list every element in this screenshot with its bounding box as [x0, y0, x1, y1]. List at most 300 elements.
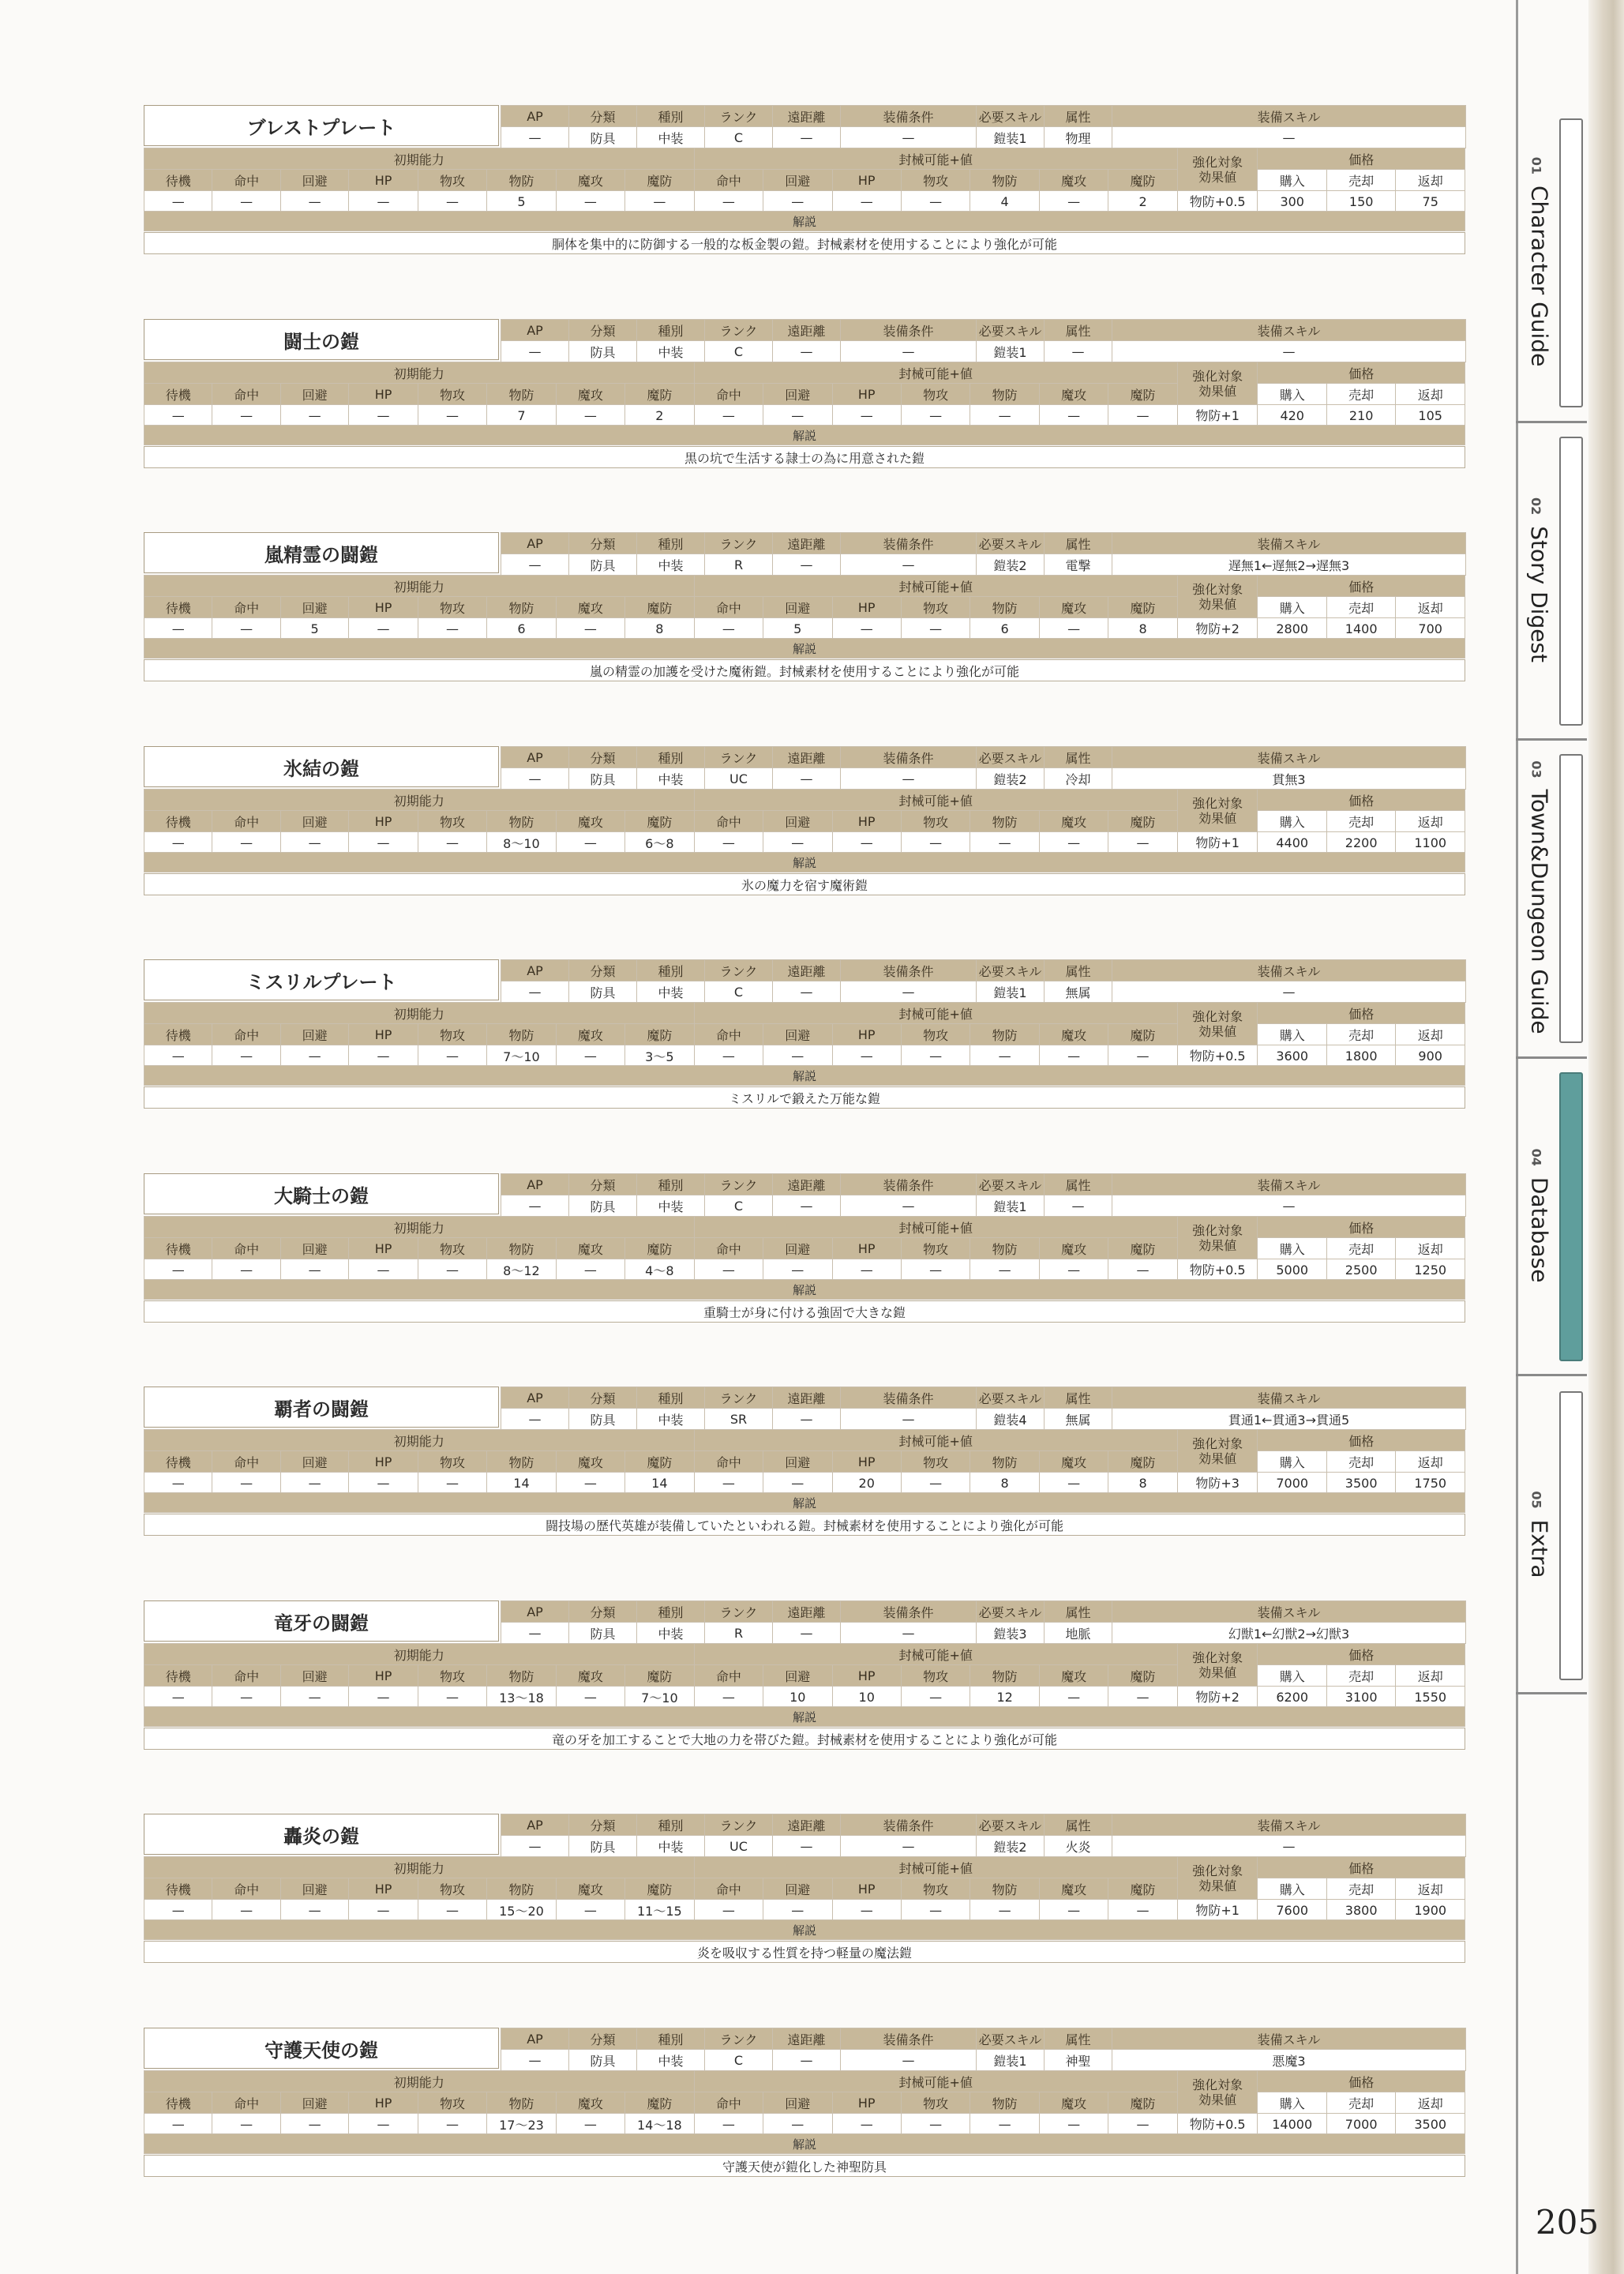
info-header: AP: [501, 1387, 569, 1409]
seal-stat-value: —: [763, 405, 832, 426]
info-header: 装備条件: [841, 533, 977, 554]
seal-stat-header: 物攻: [901, 597, 970, 618]
initial-stat-value: —: [280, 1473, 348, 1494]
info-value: 中装: [637, 2050, 705, 2071]
stat-header: 待機: [144, 2092, 212, 2114]
stat-header: 魔攻: [556, 811, 624, 832]
stat-header: 魔防: [625, 1665, 694, 1687]
info-value: —: [773, 1195, 841, 1217]
page-number: 205: [1535, 2203, 1600, 2242]
tab-town-dungeon-guide[interactable]: [1559, 754, 1583, 1043]
item-description: 炎を吸収する性質を持つ軽量の魔法鎧: [144, 1941, 1465, 1963]
info-value: —: [773, 1836, 841, 1857]
seal-stat-value: —: [970, 2114, 1039, 2135]
stat-header: 魔防: [625, 1024, 694, 1045]
seal-stat-header: 魔攻: [1039, 597, 1108, 618]
seal-stat-header: 物攻: [901, 811, 970, 832]
info-header: 属性: [1045, 2028, 1112, 2050]
info-header: 属性: [1045, 1174, 1112, 1195]
initial-stat-value: —: [212, 1687, 280, 1708]
info-value: 冷却: [1045, 768, 1112, 790]
enhance-target-header: 強化対象 効果値: [1177, 790, 1258, 832]
seal-stat-value: —: [832, 1045, 901, 1067]
seal-stat-value: —: [763, 832, 832, 854]
stat-header: 魔防: [625, 2092, 694, 2114]
info-header: 装備スキル: [1112, 960, 1466, 981]
enhance-value: 物防+0.5: [1177, 191, 1258, 212]
info-header: 属性: [1045, 1814, 1112, 1836]
info-header: 必要スキル: [977, 1601, 1045, 1623]
description-header: 解説: [144, 1065, 1465, 1086]
seal-stat-header: 魔防: [1108, 1451, 1177, 1473]
initial-stat-value: 7～10: [487, 1045, 556, 1067]
initial-stat-value: —: [349, 1687, 418, 1708]
enhance-value: 物防+0.5: [1177, 2114, 1258, 2135]
seal-stat-header: 物攻: [901, 1024, 970, 1045]
seal-stat-header: HP: [832, 811, 901, 832]
price-col-header: 売却: [1326, 597, 1395, 618]
initial-stat-value: —: [349, 618, 418, 640]
info-value: 貫無3: [1112, 768, 1466, 790]
seal-stat-header: HP: [832, 1238, 901, 1259]
seal-stat-value: —: [901, 2114, 970, 2135]
initial-stat-value: —: [280, 2114, 348, 2135]
info-value: C: [705, 2050, 773, 2071]
info-value: 中装: [637, 1409, 705, 1430]
initial-stat-value: —: [418, 405, 486, 426]
initial-stat-value: —: [556, 405, 624, 426]
initial-stat-value: —: [349, 832, 418, 854]
item-name: 大騎士の鎧: [144, 1173, 499, 1214]
price-value: 7000: [1258, 1473, 1326, 1494]
description-header: 解説: [144, 211, 1465, 231]
tab-extra-label: 05Extra: [1526, 1490, 1553, 1578]
seal-stat-value: —: [901, 1473, 970, 1494]
seal-stat-value: —: [763, 2114, 832, 2135]
seal-stat-header: HP: [832, 1451, 901, 1473]
initial-stat-value: 14～18: [625, 2114, 694, 2135]
info-header: 装備条件: [841, 1387, 977, 1409]
seal-stat-value: 10: [832, 1687, 901, 1708]
info-value: UC: [705, 768, 773, 790]
initial-stat-value: 17～23: [487, 2114, 556, 2135]
info-value: R: [705, 554, 773, 576]
seal-stat-value: —: [1039, 1687, 1108, 1708]
info-header: 遠距離: [773, 1387, 841, 1409]
seal-stat-header: 命中: [694, 170, 763, 191]
seal-stat-header: 回避: [763, 1238, 832, 1259]
seal-stat-header: 魔攻: [1039, 1878, 1108, 1900]
seal-stat-value: —: [1108, 1259, 1177, 1281]
stat-header: 物攻: [418, 170, 486, 191]
info-header: AP: [501, 1814, 569, 1836]
info-value: —: [501, 1409, 569, 1430]
item-name: 嵐精霊の闘鎧: [144, 532, 499, 573]
seal-stat-header: 物攻: [901, 1878, 970, 1900]
info-header: 遠距離: [773, 106, 841, 127]
price-col-header: 購入: [1258, 1024, 1326, 1045]
stat-header: 物防: [487, 170, 556, 191]
seal-stat-value: 10: [763, 1687, 832, 1708]
seal-stat-header: 魔攻: [1039, 1451, 1108, 1473]
seal-stats-header: 封械可能+値: [694, 2071, 1177, 2092]
stat-header: 命中: [212, 1878, 280, 1900]
price-header: 価格: [1258, 790, 1465, 811]
item-description: 黒の坑で生活する隷士の為に用意された鎧: [144, 446, 1465, 468]
initial-stat-value: —: [144, 1045, 212, 1067]
price-col-header: 購入: [1258, 2092, 1326, 2114]
tab-character-guide-label: 01Character Guide: [1526, 156, 1553, 366]
price-col-header: 売却: [1326, 384, 1395, 405]
price-value: 3800: [1326, 1900, 1395, 1921]
info-value: 鎧装1: [977, 2050, 1045, 2071]
stat-header: 物防: [487, 1451, 556, 1473]
info-value: 防具: [569, 1409, 637, 1430]
info-value: —: [501, 554, 569, 576]
seal-stat-header: 回避: [763, 1024, 832, 1045]
info-value: —: [841, 1623, 977, 1644]
stat-header: 命中: [212, 597, 280, 618]
item-info-table: [501, 1387, 1466, 1430]
item-stats-table: [144, 1002, 1465, 1067]
seal-stat-header: 魔防: [1108, 1238, 1177, 1259]
seal-stat-header: 回避: [763, 170, 832, 191]
info-value: 鎧装1: [977, 127, 1045, 148]
seal-stat-header: 魔防: [1108, 1878, 1177, 1900]
info-value: —: [773, 1409, 841, 1430]
seal-stat-value: —: [763, 1900, 832, 1921]
seal-stat-header: HP: [832, 597, 901, 618]
initial-stats-header: 初期能力: [144, 1430, 695, 1451]
initial-stat-value: 14: [487, 1473, 556, 1494]
seal-stat-header: 命中: [694, 811, 763, 832]
stat-header: 物防: [487, 1024, 556, 1045]
info-value: 防具: [569, 768, 637, 790]
initial-stat-value: —: [144, 832, 212, 854]
info-header: 必要スキル: [977, 747, 1045, 768]
seal-stat-header: 物攻: [901, 170, 970, 191]
info-header: 装備条件: [841, 1814, 977, 1836]
info-value: 遅無1←遅無2→遅無3: [1112, 554, 1466, 576]
stat-header: 物防: [487, 1238, 556, 1259]
initial-stat-value: —: [280, 405, 348, 426]
initial-stats-header: 初期能力: [144, 790, 695, 811]
info-header: ランク: [705, 1814, 773, 1836]
info-value: 防具: [569, 127, 637, 148]
stat-header: 命中: [212, 170, 280, 191]
info-header: 分類: [569, 960, 637, 981]
initial-stat-value: —: [144, 618, 212, 640]
info-value: —: [501, 1623, 569, 1644]
price-value: 105: [1396, 405, 1465, 426]
info-header: 種別: [637, 2028, 705, 2050]
seal-stat-header: 物防: [970, 1238, 1039, 1259]
price-value: 700: [1396, 618, 1465, 640]
item-stats-table: [144, 1643, 1465, 1708]
seal-stat-value: —: [694, 2114, 763, 2135]
tab-divider: [1516, 738, 1587, 741]
seal-stats-header: 封械可能+値: [694, 1217, 1177, 1238]
info-value: 鎧装2: [977, 768, 1045, 790]
price-header: 価格: [1258, 362, 1465, 384]
info-header: 遠距離: [773, 2028, 841, 2050]
seal-stat-value: —: [1039, 191, 1108, 212]
info-value: —: [1045, 341, 1112, 362]
description-header: 解説: [144, 638, 1465, 659]
info-header: 属性: [1045, 1387, 1112, 1409]
item-description: ミスリルで鍛えた万能な鎧: [144, 1086, 1465, 1109]
initial-stat-value: —: [418, 1259, 486, 1281]
stat-header: HP: [349, 1665, 418, 1687]
initial-stat-value: —: [212, 191, 280, 212]
initial-stat-value: —: [212, 832, 280, 854]
info-header: 装備条件: [841, 2028, 977, 2050]
info-header: 属性: [1045, 1601, 1112, 1623]
tab-database[interactable]: [1559, 1072, 1583, 1361]
price-col-header: 返却: [1396, 384, 1465, 405]
enhance-value: 物防+2: [1177, 618, 1258, 640]
price-value: 14000: [1258, 2114, 1326, 2135]
info-header: AP: [501, 960, 569, 981]
tab-divider: [1516, 421, 1587, 423]
item-info-table: [501, 105, 1466, 148]
info-header: 種別: [637, 320, 705, 341]
seal-stat-header: 命中: [694, 597, 763, 618]
info-header: ランク: [705, 1601, 773, 1623]
info-value: —: [773, 127, 841, 148]
seal-stat-value: —: [763, 1045, 832, 1067]
info-header: 装備スキル: [1112, 747, 1466, 768]
initial-stat-value: —: [280, 191, 348, 212]
stat-header: 回避: [280, 2092, 348, 2114]
stat-header: 回避: [280, 597, 348, 618]
price-value: 3500: [1326, 1473, 1395, 1494]
item-description: 闘技場の歴代英雄が装備していたといわれる鎧。封械素材を使用することにより強化が可能: [144, 1514, 1465, 1536]
item-description: 嵐の精霊の加護を受けた魔術鎧。封械素材を使用することにより強化が可能: [144, 659, 1465, 681]
item-description: 胴体を集中的に防御する一般的な板金製の鎧。封械素材を使用することにより強化が可能: [144, 232, 1465, 254]
stat-header: 物攻: [418, 1878, 486, 1900]
info-value: —: [501, 1195, 569, 1217]
stat-header: 回避: [280, 1878, 348, 1900]
tab-extra[interactable]: [1559, 1391, 1583, 1680]
price-col-header: 購入: [1258, 597, 1326, 618]
price-col-header: 購入: [1258, 1878, 1326, 1900]
seal-stat-value: —: [901, 832, 970, 854]
seal-stat-value: —: [763, 191, 832, 212]
price-header: 価格: [1258, 1644, 1465, 1665]
seal-stat-value: —: [1039, 1473, 1108, 1494]
price-col-header: 返却: [1396, 170, 1465, 191]
initial-stat-value: —: [280, 832, 348, 854]
item-name: 闘士の鎧: [144, 319, 499, 360]
price-col-header: 購入: [1258, 170, 1326, 191]
tab-story-digest[interactable]: [1559, 437, 1583, 726]
info-value: —: [1112, 1195, 1466, 1217]
seal-stat-value: 2: [1108, 191, 1177, 212]
seal-stat-value: —: [1039, 618, 1108, 640]
enhance-value: 物防+1: [1177, 405, 1258, 426]
price-col-header: 返却: [1396, 2092, 1465, 2114]
initial-stat-value: —: [349, 1473, 418, 1494]
seal-stat-header: 回避: [763, 2092, 832, 2114]
info-header: ランク: [705, 747, 773, 768]
info-header: 必要スキル: [977, 2028, 1045, 2050]
info-value: 鎧装2: [977, 1836, 1045, 1857]
price-value: 3600: [1258, 1045, 1326, 1067]
info-header: 遠距離: [773, 1814, 841, 1836]
item-description: 重騎士が身に付ける強固で大きな鎧: [144, 1300, 1465, 1323]
info-value: R: [705, 1623, 773, 1644]
stat-header: 回避: [280, 1451, 348, 1473]
info-value: —: [501, 341, 569, 362]
info-value: —: [1112, 127, 1466, 148]
info-value: 悪魔3: [1112, 2050, 1466, 2071]
tab-character-guide[interactable]: [1559, 118, 1583, 407]
info-header: 属性: [1045, 960, 1112, 981]
info-header: 装備スキル: [1112, 533, 1466, 554]
seal-stat-value: 6: [970, 618, 1039, 640]
tab-town-dungeon-guide-label: 03Town&Dungeon Guide: [1526, 760, 1553, 1034]
info-value: —: [841, 1195, 977, 1217]
price-value: 4400: [1258, 832, 1326, 854]
seal-stat-header: 魔攻: [1039, 1024, 1108, 1045]
seal-stat-header: HP: [832, 170, 901, 191]
initial-stat-value: —: [212, 1259, 280, 1281]
seal-stat-header: 回避: [763, 384, 832, 405]
seal-stats-header: 封械可能+値: [694, 1857, 1177, 1878]
seal-stat-header: HP: [832, 384, 901, 405]
seal-stat-header: 魔攻: [1039, 1238, 1108, 1259]
price-value: 2800: [1258, 618, 1326, 640]
info-value: —: [1112, 981, 1466, 1003]
seal-stat-value: —: [1108, 1045, 1177, 1067]
initial-stat-value: —: [212, 1900, 280, 1921]
initial-stat-value: —: [349, 1900, 418, 1921]
price-value: 300: [1258, 191, 1326, 212]
seal-stat-header: 命中: [694, 1024, 763, 1045]
item-info-table: [501, 959, 1466, 1003]
item-stats-table: [144, 362, 1465, 426]
item-description: 竜の牙を加工することで大地の力を帯びた鎧。封械素材を使用することにより強化が可能: [144, 1728, 1465, 1750]
description-header: 解説: [144, 2133, 1465, 2154]
stat-header: 物防: [487, 1665, 556, 1687]
seal-stat-value: —: [694, 1687, 763, 1708]
info-header: 分類: [569, 106, 637, 127]
seal-stat-value: —: [970, 1900, 1039, 1921]
initial-stats-header: 初期能力: [144, 362, 695, 384]
info-value: 鎧装3: [977, 1623, 1045, 1644]
enhance-target-header: 強化対象 効果値: [1177, 576, 1258, 618]
enhance-target-header: 強化対象 効果値: [1177, 1857, 1258, 1900]
info-header: 必要スキル: [977, 320, 1045, 341]
item-info-table: [501, 2028, 1466, 2071]
info-value: 中装: [637, 341, 705, 362]
initial-stat-value: —: [556, 2114, 624, 2135]
info-header: 分類: [569, 320, 637, 341]
info-value: UC: [705, 1836, 773, 1857]
info-header: 必要スキル: [977, 1814, 1045, 1836]
info-header: 遠距離: [773, 747, 841, 768]
initial-stat-value: —: [556, 618, 624, 640]
price-header: 価格: [1258, 576, 1465, 597]
description-header: 解説: [144, 1919, 1465, 1940]
info-header: ランク: [705, 2028, 773, 2050]
info-header: AP: [501, 533, 569, 554]
initial-stat-value: 14: [625, 1473, 694, 1494]
enhance-target-header: 強化対象 効果値: [1177, 1430, 1258, 1473]
stat-header: 物防: [487, 597, 556, 618]
seal-stat-value: —: [970, 405, 1039, 426]
info-header: 属性: [1045, 533, 1112, 554]
info-header: 分類: [569, 2028, 637, 2050]
initial-stat-value: —: [212, 405, 280, 426]
info-value: —: [841, 1409, 977, 1430]
seal-stat-value: —: [1108, 1900, 1177, 1921]
stat-header: 待機: [144, 1238, 212, 1259]
seal-stat-header: HP: [832, 2092, 901, 2114]
seal-stats-header: 封械可能+値: [694, 790, 1177, 811]
initial-stat-value: 13～18: [487, 1687, 556, 1708]
info-value: 電撃: [1045, 554, 1112, 576]
initial-stat-value: —: [625, 191, 694, 212]
info-value: 中装: [637, 1623, 705, 1644]
stat-header: HP: [349, 170, 418, 191]
price-value: 1100: [1396, 832, 1465, 854]
item-info-table: [501, 1173, 1466, 1217]
initial-stat-value: 6: [487, 618, 556, 640]
info-value: 無属: [1045, 981, 1112, 1003]
seal-stat-header: 魔攻: [1039, 170, 1108, 191]
seal-stat-value: 4: [970, 191, 1039, 212]
price-col-header: 購入: [1258, 1451, 1326, 1473]
info-header: ランク: [705, 1174, 773, 1195]
info-header: 必要スキル: [977, 960, 1045, 981]
seal-stat-header: 物攻: [901, 2092, 970, 2114]
price-col-header: 売却: [1326, 1024, 1395, 1045]
info-header: 遠距離: [773, 1601, 841, 1623]
stat-header: 魔攻: [556, 1665, 624, 1687]
info-header: 分類: [569, 1174, 637, 1195]
info-header: 装備スキル: [1112, 1601, 1466, 1623]
stat-header: 待機: [144, 597, 212, 618]
seal-stat-header: 魔防: [1108, 2092, 1177, 2114]
seal-stat-header: HP: [832, 1024, 901, 1045]
initial-stat-value: —: [418, 1473, 486, 1494]
enhance-value: 物防+0.5: [1177, 1259, 1258, 1281]
info-header: 属性: [1045, 747, 1112, 768]
stat-header: HP: [349, 1878, 418, 1900]
seal-stat-header: HP: [832, 1878, 901, 1900]
initial-stat-value: —: [280, 1045, 348, 1067]
seal-stat-value: —: [832, 618, 901, 640]
item-stats-table: [144, 1216, 1465, 1281]
info-header: 種別: [637, 1387, 705, 1409]
seal-stat-header: 回避: [763, 1451, 832, 1473]
enhance-target-header: 強化対象 効果値: [1177, 362, 1258, 405]
seal-stat-value: —: [694, 405, 763, 426]
seal-stat-header: 魔攻: [1039, 2092, 1108, 2114]
initial-stat-value: —: [556, 1473, 624, 1494]
price-col-header: 返却: [1396, 1451, 1465, 1473]
seal-stat-value: —: [901, 1900, 970, 1921]
stat-header: 物攻: [418, 811, 486, 832]
seal-stat-header: 命中: [694, 384, 763, 405]
seal-stat-value: —: [1039, 1045, 1108, 1067]
stat-header: 魔攻: [556, 170, 624, 191]
stat-header: 物攻: [418, 384, 486, 405]
stat-header: 回避: [280, 811, 348, 832]
initial-stat-value: —: [349, 2114, 418, 2135]
